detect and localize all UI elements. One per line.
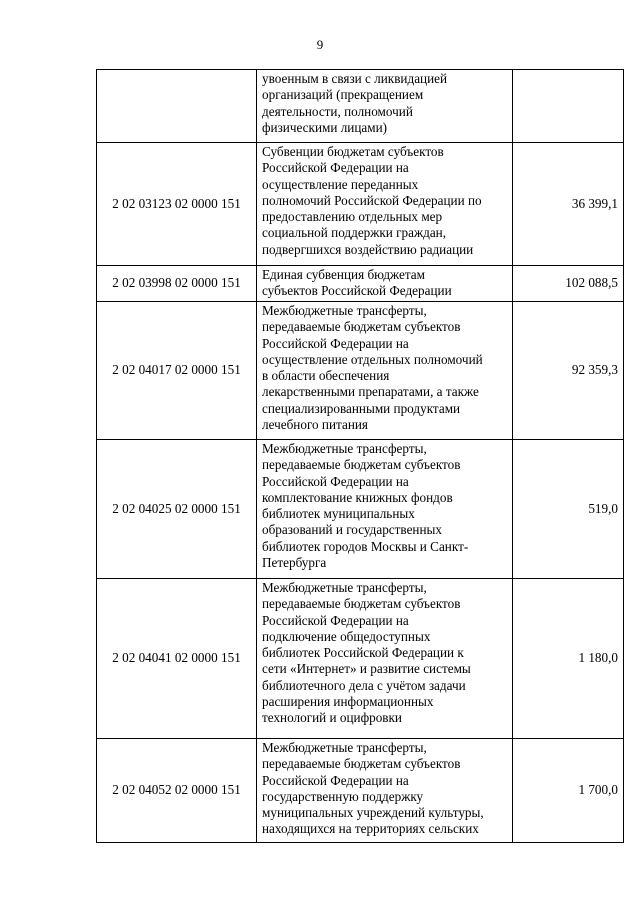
description-line: технологий и оцифровки <box>262 710 402 726</box>
description-line: осуществление отдельных полномочий <box>262 351 483 367</box>
description-line: библиотек муниципальных <box>262 506 415 522</box>
budget-code-cell: 2 02 04025 02 0000 151 <box>97 440 257 579</box>
description-line: Российской Федерации на <box>262 772 409 788</box>
description-line: государственную поддержку <box>262 788 424 804</box>
table-row <box>97 739 624 843</box>
table-row <box>97 440 624 579</box>
budget-code-cell: 2 02 04017 02 0000 151 <box>97 302 257 440</box>
description-line: лекарственными препаратами, а также <box>262 384 479 400</box>
description-line: образований и государственных <box>262 522 442 538</box>
budget-code-cell <box>97 70 257 143</box>
budget-code-cell: 2 02 03998 02 0000 151 <box>97 266 257 302</box>
description-line: передаваемые бюджетам субъектов <box>262 457 461 473</box>
description-line: комплектование книжных фондов <box>262 489 453 505</box>
table-row <box>97 266 624 302</box>
description-line: лечебного питания <box>262 417 368 433</box>
description-line: осуществление переданных <box>262 176 419 192</box>
budget-code-cell: 2 02 03123 02 0000 151 <box>97 143 257 266</box>
description-line: сети «Интернет» и развитие системы <box>262 661 471 677</box>
description-line: Российской Федерации на <box>262 612 409 628</box>
description-line: специализированными продуктами <box>262 400 461 416</box>
description-line: Петербурга <box>262 555 327 571</box>
description-line: в области обеспечения <box>262 368 390 384</box>
description-line: социальной поддержки граждан, <box>262 225 447 241</box>
amount-cell: 1 180,0 <box>513 579 624 739</box>
amount-cell: 102 088,5 <box>513 266 624 302</box>
amount-cell: 1 700,0 <box>513 739 624 843</box>
description-line: Российской Федерации на <box>262 335 409 351</box>
description-line: Межбюджетные трансферты, <box>262 441 427 456</box>
description-line: передаваемые бюджетам субъектов <box>262 319 461 335</box>
budget-code-cell: 2 02 04041 02 0000 151 <box>97 579 257 739</box>
table-row <box>97 579 624 739</box>
page-number: 9 <box>316 37 324 52</box>
amount-cell <box>513 70 624 143</box>
description-line: библиотек Российской Федерации к <box>262 645 464 661</box>
description-line: деятельности, полномочий <box>262 103 413 119</box>
budget-revenue-table <box>96 69 624 843</box>
description-cell <box>257 302 513 440</box>
amount-cell: 92 359,3 <box>513 302 624 440</box>
description-cell <box>257 579 513 739</box>
table-row <box>97 70 624 143</box>
description-line: передаваемые бюджетам субъектов <box>262 756 461 772</box>
amount-cell: 36 399,1 <box>513 143 624 266</box>
description-line: полномочий Российской Федерации по <box>262 192 482 208</box>
description-line: Межбюджетные трансферты, <box>262 303 427 318</box>
description-line: библиотечного дела с учётом задачи <box>262 677 466 693</box>
description-line: Субвенции бюджетам субъектов <box>262 144 444 159</box>
description-line: Российской Федерации на <box>262 160 409 176</box>
description-line: Межбюджетные трансферты, <box>262 740 427 755</box>
description-cell <box>257 266 513 302</box>
description-line: расширения информационных <box>262 694 434 710</box>
description-line: Российской Федерации на <box>262 473 409 489</box>
table-row <box>97 302 624 440</box>
description-line: предоставлению отдельных мер <box>262 209 443 225</box>
description-line: библиотек городов Москвы и Санкт- <box>262 538 469 554</box>
description-cell <box>257 143 513 266</box>
description-line: увоенным в связи с ликвидацией <box>262 71 448 86</box>
description-line: передаваемые бюджетам субъектов <box>262 596 461 612</box>
description-cell <box>257 70 513 143</box>
description-cell <box>257 739 513 843</box>
description-line: подключение общедоступных <box>262 628 431 644</box>
description-line: физическими лицами) <box>262 119 388 135</box>
description-line: субъектов Российской Федерации <box>262 283 452 299</box>
description-line: Единая субвенция бюджетам <box>262 267 425 282</box>
description-line: подвергшихся воздействию радиации <box>262 241 474 257</box>
description-line: муниципальных учреждений культуры, <box>262 805 484 821</box>
description-cell <box>257 440 513 579</box>
description-line: организаций (прекращением <box>262 87 424 103</box>
budget-code-cell: 2 02 04052 02 0000 151 <box>97 739 257 843</box>
table-row <box>97 143 624 266</box>
amount-cell: 519,0 <box>513 440 624 579</box>
description-line: Межбюджетные трансферты, <box>262 580 427 595</box>
description-line: находящихся на территориях сельских <box>262 821 479 837</box>
